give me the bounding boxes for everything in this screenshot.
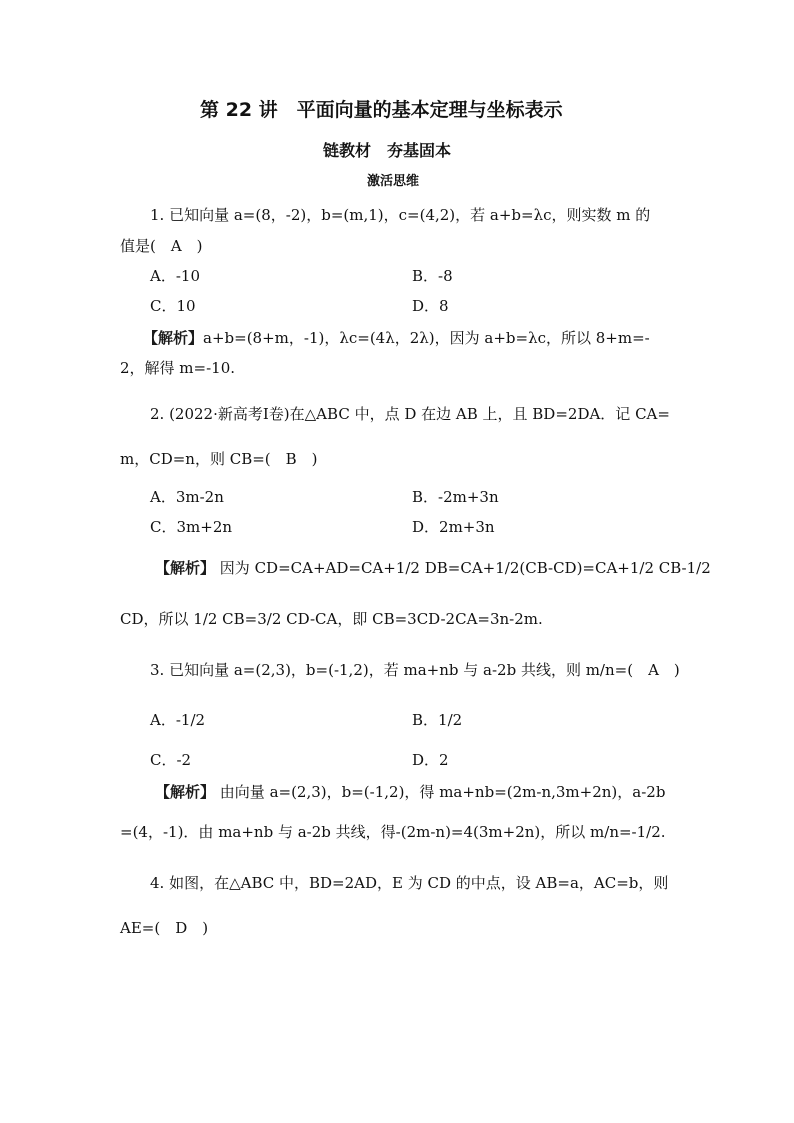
q1-solution-line1 — [143, 328, 650, 348]
q2-solution-line1 — [155, 558, 711, 578]
q3-stem-line1: 3. 已知向量 a=(2,3)，b=(-1,2)，若 ma+nb 与 a-2b 共线，则 m/n=( A ) — [150, 661, 680, 679]
section-heading: 链教材 夯基固本 — [323, 141, 452, 160]
q3-option-d: D．2 — [412, 751, 449, 769]
q1-solution-tag: 【解析】 — [143, 329, 204, 347]
q2-option-b: B．-2m+3n — [412, 488, 499, 506]
q1-option-a: A．-10 — [150, 267, 200, 285]
q3-solution-text1: 由向量 a=(2,3)，b=(-1,2)，得 ma+nb=(2m-n,3m+2n)，a-2b — [219, 783, 666, 801]
q3-solution-line1 — [155, 782, 665, 802]
q1-option-d: D．8 — [412, 297, 449, 315]
q3-solution-line2: =(4，-1)．由 ma+nb 与 a-2b 共线，得-(2m-n)=4(3m+2n)，所以 m/n=-1/2. — [120, 823, 666, 841]
q4-stem-line2: AE=( D ) — [120, 919, 209, 937]
q2-option-c: C．3m+2n — [150, 518, 233, 536]
q4-stem-line1: 4. 如图，在△ABC 中，BD=2AD，E 为 CD 的中点，设 AB=a，AC=b，则 — [150, 874, 669, 892]
q2-option-d: D．2m+3n — [412, 518, 495, 536]
q3-option-b: B．1/2 — [412, 711, 463, 729]
q3-option-c: C．-2 — [150, 751, 192, 769]
q1-option-b: B．-8 — [412, 267, 453, 285]
q2-solution-line2: CD，所以 1/2 CB=3/2 CD-CA，即 CB=3CD-2CA=3n-2m. — [120, 610, 543, 628]
q1-option-c: C．10 — [150, 297, 196, 315]
q3-solution-tag: 【解析】 — [155, 783, 216, 801]
q2-stem-line1: 2. (2022·新高考Ⅰ卷)在△ABC 中，点 D 在边 AB 上，且 BD=2DA．记 CA= — [150, 405, 670, 423]
page-title: 第 22 讲 平面向量的基本定理与坐标表示 — [200, 99, 563, 121]
subsection-heading: 激活思维 — [367, 174, 420, 189]
q1-stem-line2: 值是( A ) — [120, 237, 203, 255]
q2-stem-line2: m，CD=n，则 CB=( B ) — [120, 450, 318, 468]
q3-option-a: A．-1/2 — [150, 711, 206, 729]
q1-solution-line2: 2，解得 m=-10. — [120, 359, 236, 377]
q2-solution-text1: 因为 CD=CA+AD=CA+1/2 DB=CA+1/2(CB-CD)=CA+1/2 CB-1/2 — [219, 559, 711, 577]
q2-solution-tag: 【解析】 — [155, 559, 216, 577]
q1-solution-text1: a+b=(8+m，-1)，λc=(4λ，2λ)，因为 a+b=λc，所以 8+m=- — [203, 329, 650, 347]
q1-stem-line1: 1. 已知向量 a=(8，-2)，b=(m,1)，c=(4,2)，若 a+b=λc，则实数 m 的 — [150, 206, 651, 224]
q2-option-a: A．3m-2n — [150, 488, 224, 506]
